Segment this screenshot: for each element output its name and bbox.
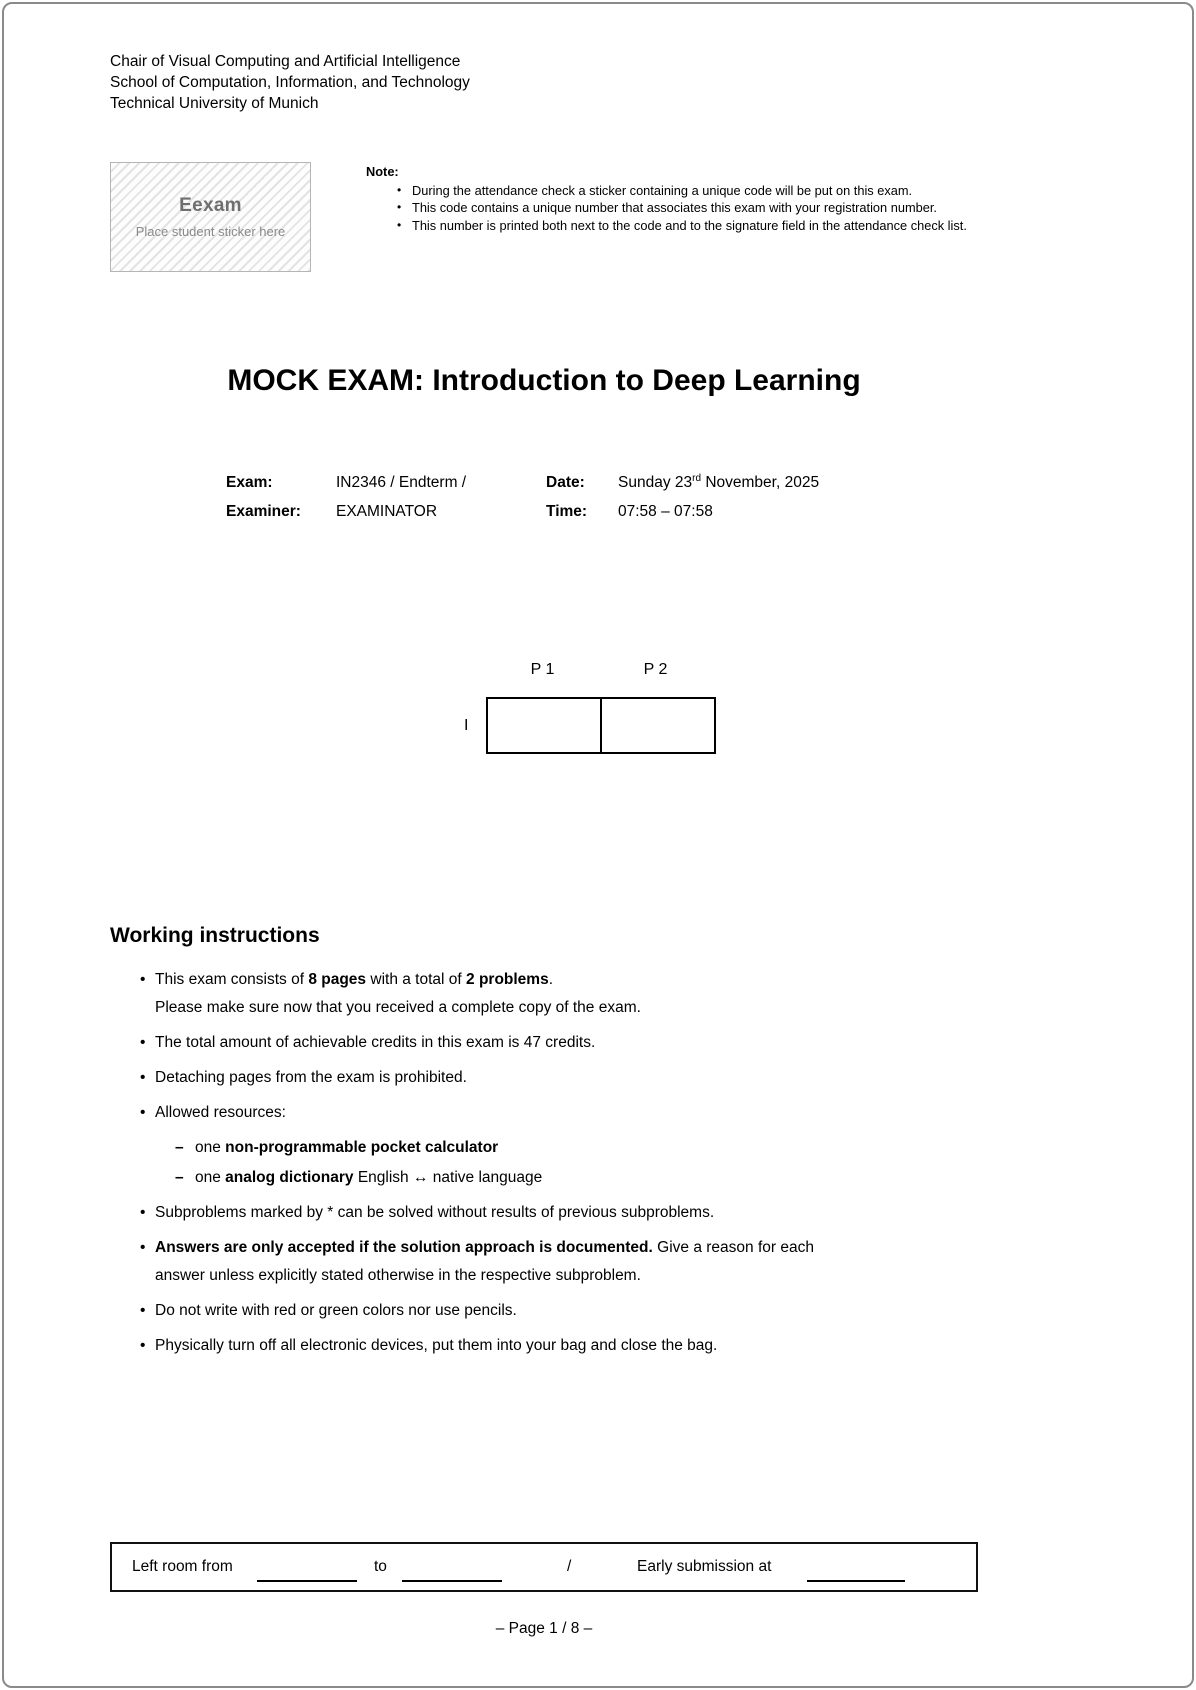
instruction-pages-line2: Please make sure now that you received a complete copy of the exam.	[155, 999, 641, 1016]
sticker-title: Eexam	[179, 195, 242, 216]
exam-label: Exam:	[226, 474, 273, 491]
date-ordinal: rd	[692, 472, 702, 484]
instruction-pages: • This exam consists of 8 pages with a total of 2 problems. Please make sure now that you received a complete copy of the exam.	[110, 966, 978, 1022]
date-rest: November, 2025	[701, 474, 820, 491]
allowed-resources-sublist	[155, 1134, 978, 1192]
page-footer: – Page 1 / 8 –	[495, 1620, 593, 1637]
examiner-value: EXAMINATOR	[336, 503, 438, 520]
letterhead-line-2: School of Computation, Information, and Technology	[110, 74, 470, 91]
instruction-detaching: • Detaching pages from the exam is prohibited.	[110, 1064, 978, 1092]
score-table	[464, 661, 716, 754]
note-section	[366, 163, 980, 234]
allowed-resources-label: • Allowed resources:	[155, 1104, 286, 1121]
instruction-subproblems: • Subproblems marked by * can be solved without results of previous subproblems.	[110, 1199, 978, 1227]
examiner-label: Examiner:	[226, 503, 301, 520]
score-row-label: I	[464, 717, 469, 734]
date-value	[618, 468, 819, 497]
date-label: Date:	[546, 474, 585, 491]
letterhead	[110, 51, 470, 114]
time-value: 07:58 – 07:58	[618, 503, 713, 520]
sticker-subtitle: Place student sticker here	[135, 224, 286, 239]
resource-dictionary: – one analog dictionary English ↔ native language	[155, 1164, 978, 1192]
left-room-from-blank	[257, 1580, 357, 1582]
to-blank	[402, 1580, 502, 1582]
sticker-box	[110, 162, 311, 272]
time-label: Time:	[546, 503, 588, 520]
instruction-allowed-resources	[110, 1099, 978, 1192]
note-label: Note:	[366, 164, 399, 179]
score-col-p2: P 2	[643, 661, 668, 678]
early-submission-label: Early submission at	[637, 1558, 772, 1575]
working-instructions-heading: Working instructions	[110, 924, 320, 947]
score-box	[486, 697, 716, 754]
instruction-credits: • The total amount of achievable credits in this exam is 47 credits.	[110, 1029, 978, 1057]
early-submission-blank	[807, 1580, 905, 1582]
date-day: Sunday 23	[618, 474, 693, 491]
working-instructions-section	[110, 924, 978, 1367]
note-bullet-3: • This number is printed both next to the code and to the signature field in the attendance check list.	[412, 217, 978, 234]
score-cell-p2	[602, 699, 714, 752]
exam-title: MOCK EXAM: Introduction to Deep Learning	[227, 364, 861, 397]
resource-calculator: – one non-programmable pocket calculator	[155, 1134, 978, 1162]
score-cell-p1	[488, 699, 602, 752]
working-instructions-list	[110, 966, 978, 1360]
instruction-answers: • Answers are only accepted if the solution approach is documented. Give a reason for each answer unless explicitly stated otherwise in the respective subproblem.	[110, 1234, 978, 1290]
left-room-from-label: Left room from	[132, 1558, 233, 1575]
letterhead-line-1: Chair of Visual Computing and Artificial Intelligence	[110, 53, 461, 70]
note-bullet-1: • During the attendance check a sticker containing a unique code will be put on this exam.	[412, 182, 978, 199]
to-label: to	[374, 1558, 387, 1575]
exam-meta	[226, 468, 819, 526]
letterhead-line-3: Technical University of Munich	[110, 95, 319, 112]
note-list	[366, 182, 978, 234]
exam-value: IN2346 / Endterm /	[336, 474, 467, 491]
score-col-p1: P 1	[530, 661, 555, 678]
divider-slash: /	[567, 1558, 572, 1575]
note-bullet-2: • This code contains a unique number that associates this exam with your registration number.	[412, 199, 978, 216]
instruction-devices: • Physically turn off all electronic devices, put them into your bag and close the bag.	[110, 1332, 978, 1360]
score-column-headers	[486, 661, 712, 679]
instruction-colors: • Do not write with red or green colors nor use pencils.	[110, 1297, 978, 1325]
room-exit-box	[110, 1542, 978, 1592]
